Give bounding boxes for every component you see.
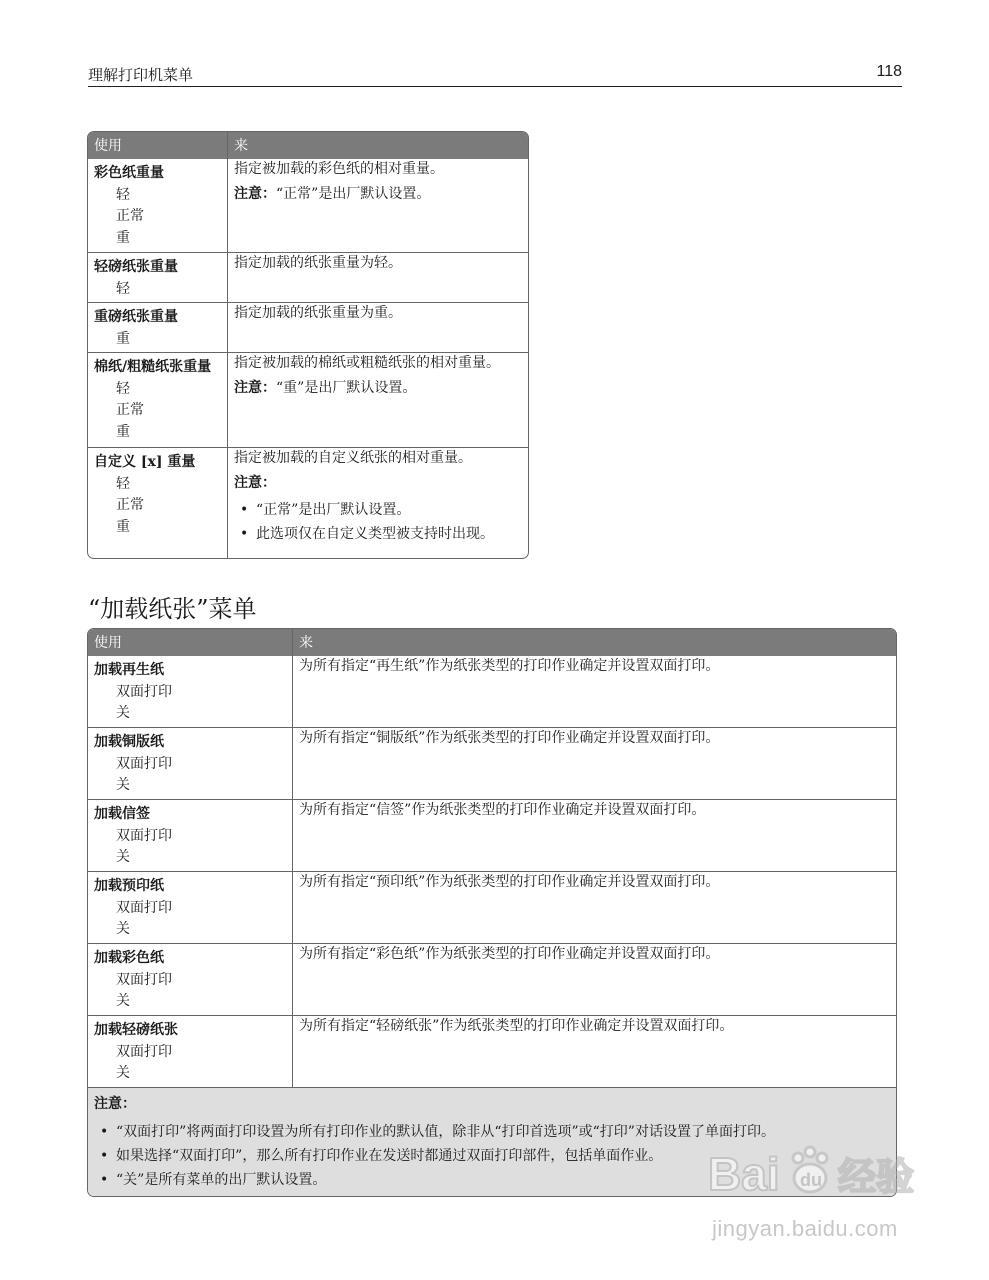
svg-text:Bai: Bai xyxy=(708,1148,780,1200)
setting-cell xyxy=(88,303,228,353)
table-row xyxy=(88,656,896,728)
setting-option: 关 xyxy=(116,1065,130,1081)
setting-option: 正常 xyxy=(116,208,144,224)
table-row xyxy=(88,728,896,800)
svg-text:经验: 经验 xyxy=(838,1155,915,1199)
description-cell xyxy=(228,448,528,558)
description-cell xyxy=(293,800,896,872)
bullet-icon: • xyxy=(240,502,249,518)
note-label: 注意： xyxy=(234,474,276,491)
setting-option: 双面打印 xyxy=(116,1043,172,1060)
setting-option: 双面打印 xyxy=(116,827,172,844)
description-cell xyxy=(293,944,896,1016)
setting-name: 加载再生纸 xyxy=(94,662,164,678)
running-title: 理解打印机菜单 xyxy=(88,66,194,84)
setting-name: 加载铜版纸 xyxy=(94,734,164,750)
load-paper-table xyxy=(87,628,897,1197)
setting-cell xyxy=(88,872,293,944)
setting-cell xyxy=(88,448,228,558)
description-text: 为所有指定“预印纸”作为纸张类型的打印作业确定并设置双面打印。 xyxy=(299,874,720,890)
description-text: 为所有指定“信签”作为纸张类型的打印作业确定并设置双面打印。 xyxy=(299,802,706,818)
column-header-purpose: 来 xyxy=(293,629,896,656)
description-cell xyxy=(228,159,528,253)
setting-option: 重 xyxy=(116,518,130,535)
setting-option: 关 xyxy=(116,993,130,1009)
setting-option: 轻 xyxy=(116,475,130,492)
setting-name: 重磅纸张重量 xyxy=(94,309,178,325)
table-row xyxy=(88,1016,896,1088)
description-text: 为所有指定“轻磅纸张”作为纸张类型的打印作业确定并设置双面打印。 xyxy=(299,1018,734,1034)
description-cell xyxy=(293,728,896,800)
setting-option: 关 xyxy=(116,777,130,793)
description-text: 为所有指定“再生纸”作为纸张类型的打印作业确定并设置双面打印。 xyxy=(299,658,720,674)
notes-label: 注意： xyxy=(94,1096,136,1112)
setting-name: 加载信签 xyxy=(94,806,150,822)
setting-name: 自定义 [x] 重量 xyxy=(94,454,196,470)
note-text: “正常”是出厂默认设置。 xyxy=(276,185,431,202)
description-text: 为所有指定“铜版纸”作为纸张类型的打印作业确定并设置双面打印。 xyxy=(299,730,720,746)
bullet-item xyxy=(234,522,522,546)
setting-cell xyxy=(88,944,293,1016)
table-row xyxy=(88,353,528,448)
setting-option: 正常 xyxy=(116,402,144,418)
setting-option: 轻 xyxy=(116,380,130,397)
section-title: “加载纸张”菜单 xyxy=(88,595,257,623)
setting-name: 彩色纸重量 xyxy=(94,165,164,181)
description-text: 指定被加载的彩色纸的相对重量。 xyxy=(234,161,444,177)
description-cell xyxy=(293,656,896,728)
table-row xyxy=(88,303,528,353)
baidu-jingyan-watermark xyxy=(706,1138,938,1248)
setting-cell xyxy=(88,728,293,800)
column-header-purpose: 来 xyxy=(228,132,528,159)
watermark-url: jingyan.baidu.com xyxy=(712,1216,898,1241)
note-line xyxy=(234,184,522,206)
description-text: 为所有指定“彩色纸”作为纸张类型的打印作业确定并设置双面打印。 xyxy=(299,946,720,962)
setting-cell xyxy=(88,253,228,303)
table-row xyxy=(88,253,528,303)
setting-name: 轻磅纸张重量 xyxy=(94,259,178,275)
setting-option: 双面打印 xyxy=(116,899,172,916)
bullet-icon: • xyxy=(100,1171,109,1188)
setting-option: 关 xyxy=(116,705,130,721)
description-cell xyxy=(293,1016,896,1088)
setting-name: 加载轻磅纸张 xyxy=(94,1022,178,1038)
setting-cell xyxy=(88,656,293,728)
setting-option: 关 xyxy=(116,921,130,937)
note-label: 注意： xyxy=(234,379,276,396)
table-row xyxy=(88,448,528,558)
description-cell xyxy=(228,253,528,303)
bullet-icon: • xyxy=(100,1147,109,1164)
bullet-text: “正常”是出厂默认设置。 xyxy=(256,502,411,518)
description-text: 指定被加载的自定义纸张的相对重量。 xyxy=(234,450,472,466)
setting-cell xyxy=(88,1016,293,1088)
bullet-text: “双面打印”将两面打印设置为所有打印作业的默认值，除非从“打印首选项”或“打印”对话设置了单面打印。 xyxy=(116,1123,775,1140)
setting-option: 双面打印 xyxy=(116,683,172,700)
page-header xyxy=(88,62,902,87)
note-line xyxy=(234,378,522,400)
table-row xyxy=(88,800,896,872)
setting-option: 重 xyxy=(116,330,130,347)
table-row xyxy=(88,872,896,944)
table-row xyxy=(88,944,896,1016)
bullet-icon: • xyxy=(100,1123,109,1140)
description-text: 指定加载的纸张重量为重。 xyxy=(234,305,402,321)
description-cell xyxy=(228,353,528,448)
column-header-use: 使用 xyxy=(88,132,228,159)
page-number: 118 xyxy=(876,63,902,80)
setting-cell xyxy=(88,159,228,253)
description-cell xyxy=(228,303,528,353)
bullet-text: 此选项仅在自定义类型被支持时出现。 xyxy=(256,526,494,542)
note-label: 注意： xyxy=(234,185,276,202)
setting-option: 重 xyxy=(116,423,130,440)
svg-text:du: du xyxy=(800,1170,822,1190)
bullet-text: 如果选择“双面打印”，那么所有打印作业在发送时都通过双面打印部件，包括单面作业。 xyxy=(116,1147,663,1164)
bullet-item xyxy=(234,498,522,522)
description-cell xyxy=(293,872,896,944)
description-text: 指定被加载的棉纸或粗糙纸张的相对重量。 xyxy=(234,355,500,371)
setting-option: 双面打印 xyxy=(116,755,172,772)
setting-option: 双面打印 xyxy=(116,971,172,988)
setting-name: 加载彩色纸 xyxy=(94,950,164,966)
setting-option: 重 xyxy=(116,229,130,246)
setting-option: 轻 xyxy=(116,186,130,203)
description-text: 指定加载的纸张重量为轻。 xyxy=(234,255,402,271)
note-text: “重”是出厂默认设置。 xyxy=(276,379,417,396)
setting-name: 加载预印纸 xyxy=(94,878,164,894)
setting-cell xyxy=(88,800,293,872)
bullet-icon: • xyxy=(240,526,249,542)
bullet-text: “关”是所有菜单的出厂默认设置。 xyxy=(116,1171,327,1188)
table-row xyxy=(88,159,528,253)
note-line xyxy=(234,473,522,495)
setting-option: 关 xyxy=(116,849,130,865)
color-weight-table xyxy=(87,131,529,559)
baidu-logo-icon xyxy=(706,1138,938,1218)
setting-option: 轻 xyxy=(116,280,130,297)
setting-option: 正常 xyxy=(116,497,144,513)
column-header-use: 使用 xyxy=(88,629,293,656)
setting-name: 棉纸/粗糙纸张重量 xyxy=(94,359,212,375)
setting-cell xyxy=(88,353,228,448)
